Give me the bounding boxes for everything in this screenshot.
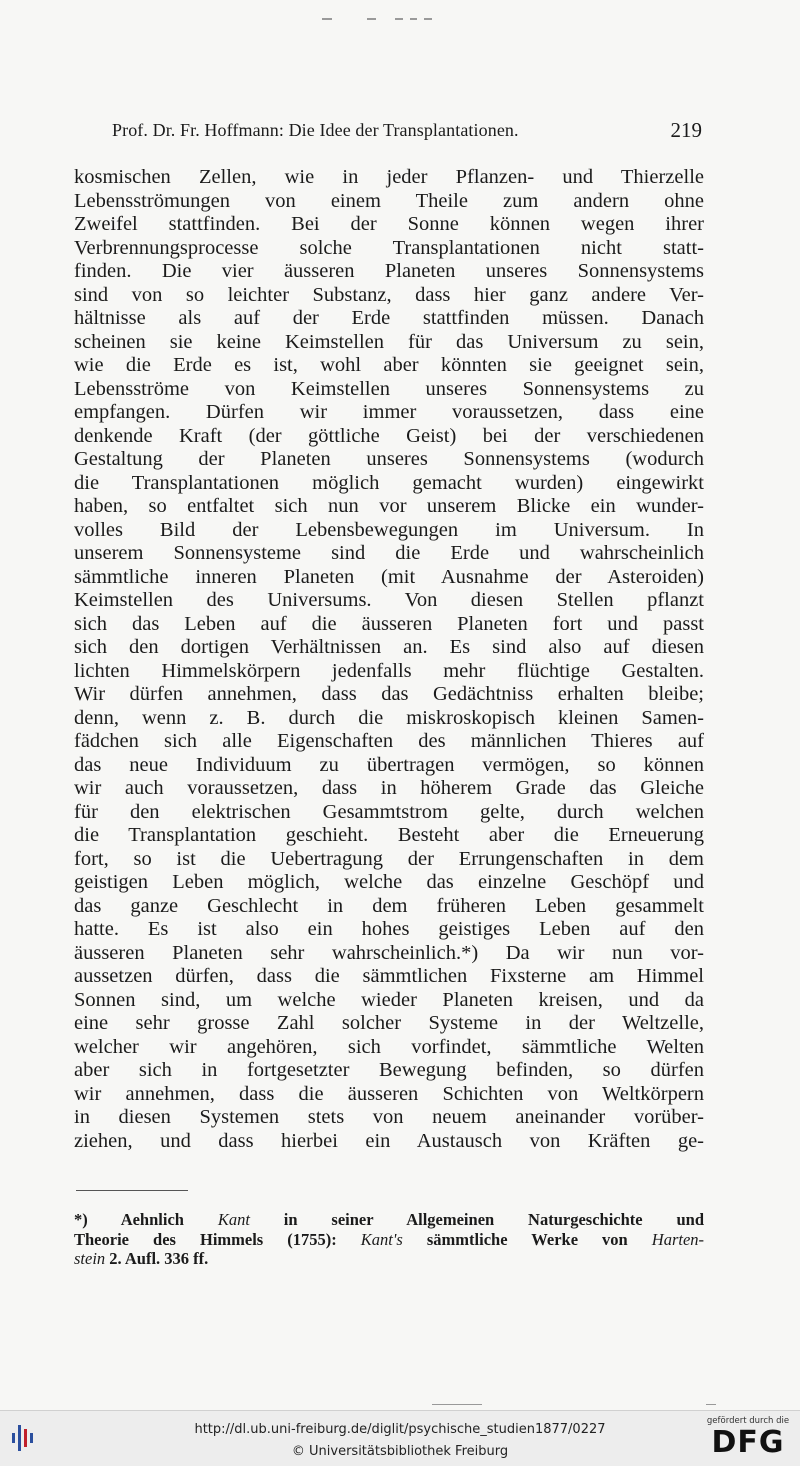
text-line: wie die Erde es ist, wohl aber könnten sie geeignet sein, <box>74 354 704 376</box>
text-line: aussetzen dürfen, dass die sämmtlichen Fixsterne am Himmel <box>74 965 704 987</box>
page-number: 219 <box>670 118 702 142</box>
text-line: für den elektrischen Gesammtstrom gelte, durch welchen <box>74 800 704 823</box>
text-line: welcher wir angehören, sich vorfindet, sämmtliche Welten <box>74 1035 704 1058</box>
text-line: empfangen. Dürfen wir immer voraussetzen, dass eine <box>74 401 704 423</box>
footnote-divider <box>76 1190 188 1191</box>
text-line: finden. Die vier äusseren Planeten unseres Sonnensystems <box>74 260 704 282</box>
footnote-line: stein 2. Aufl. 336 ff. <box>74 1249 209 1268</box>
footnote-line: Theorie des Himmels (1755): Kant's sämmtliche Werke von Harten- <box>74 1229 705 1249</box>
text-line: hältnisse als auf der Erde stattfinden müssen. Danach <box>74 307 704 329</box>
text-line: Verbrennungsprocesse solche Transplantationen nicht statt- <box>74 236 704 259</box>
text-line: fort, so ist die Uebertragung der Errungenschaften in dem <box>74 847 704 870</box>
text-line: fädchen sich alle Eigenschaften des männlichen Thieres auf <box>74 730 704 752</box>
text-line: sind von so leichter Substanz, dass hier ganz andere Ver- <box>74 283 704 306</box>
text-line: sämmtliche inneren Planeten (mit Ausnahme der Asteroiden) <box>74 565 704 588</box>
text-line: das ganze Geschlecht in dem früheren Leben gesammelt <box>74 894 704 917</box>
text-line: haben, so entfaltet sich nun vor unserem Blicke ein wunder- <box>74 495 704 517</box>
text-line: die Transplantation geschieht. Besteht aber die Erneuerung <box>74 824 704 846</box>
dfg-logo: DFG <box>711 1425 785 1460</box>
text-line: Gestaltung der Planeten unseres Sonnensystems (wodurch <box>74 448 704 470</box>
body-text <box>74 166 704 1153</box>
text-line: Wir dürfen annehmen, dass das Gedächtniss erhalten bleibe; <box>74 683 704 705</box>
text-line: die Transplantationen möglich gemacht wurden) eingewirkt <box>74 471 704 494</box>
running-head-title: Prof. Dr. Fr. Hoffmann: Die Idee der Transplantationen. <box>112 120 519 140</box>
text-line: unserem Sonnensysteme sind die Erde und wahrscheinlich <box>74 542 704 564</box>
footnote-line: *) Aehnlich Kant in seiner Allgemeinen Naturgeschichte und <box>74 1210 704 1229</box>
text-line: ziehen, und dass hierbei ein Austausch von Kräften ge- <box>74 1129 704 1152</box>
copyright-notice: © Universitätsbibliothek Freiburg <box>291 1444 509 1459</box>
text-line: wir auch voraussetzen, dass in höherem Grade das Gleiche <box>74 777 704 799</box>
text-line: hatte. Es ist also ein hohes geistiges Leben auf den <box>74 918 704 940</box>
text-line: äusseren Planeten sehr wahrscheinlich.*) Da wir nun vor- <box>74 941 704 964</box>
funding-note: gefördert durch die <box>706 1416 790 1426</box>
text-line: eine sehr grosse Zahl solcher Systeme in der Weltzelle, <box>74 1012 704 1034</box>
dfg-funding-badge[interactable] <box>704 1415 792 1463</box>
text-line: denn, wenn z. B. durch die miskroskopisch kleinen Samen- <box>74 706 704 729</box>
footnote <box>74 1210 704 1269</box>
text-line: wir annehmen, dass die äusseren Schichten von Weltkörpern <box>74 1082 704 1105</box>
text-line: Lebensströmungen von einem Theile zum andern ohne <box>74 189 704 212</box>
text-line: Sonnen sind, um welche wieder Planeten kreisen, und da <box>74 988 704 1011</box>
scan-edge-marks <box>0 10 800 30</box>
text-line: das neue Individuum zu übertragen vermögen, so können <box>74 753 704 776</box>
text-line: denkende Kraft (der göttliche Geist) bei der verschiedenen <box>74 424 704 447</box>
text-line: lichten Himmelskörpern jedenfalls mehr flüchtige Gestalten. <box>74 659 704 682</box>
text-line: Zweifel stattfinden. Bei der Sonne können wegen ihrer <box>74 213 704 235</box>
viewer-footer <box>0 1410 800 1466</box>
text-line: sich den dortigen Verhältnissen an. Es sind also auf diesen <box>74 636 704 658</box>
text-line: scheinen sie keine Keimstellen für das Universum zu sein, <box>74 330 704 353</box>
permalink-url[interactable]: http://dl.ub.uni-freiburg.de/diglit/psychische_studien1877/0227 <box>194 1422 606 1437</box>
running-head <box>112 116 702 144</box>
text-line: Keimstellen des Universums. Von diesen Stellen pflanzt <box>74 589 704 611</box>
text-line: geistigen Leben möglich, welche das einzelne Geschöpf und <box>74 871 704 893</box>
text-line: Lebensströme von Keimstellen unseres Sonnensystems zu <box>74 377 704 400</box>
text-line: sich das Leben auf die äusseren Planeten fort und passt <box>74 612 704 635</box>
text-line: in diesen Systemen stets von neuem aneinander vorüber- <box>74 1106 704 1128</box>
text-line: aber sich in fortgesetzter Bewegung befinden, so dürfen <box>74 1059 704 1081</box>
text-line: volles Bild der Lebensbewegungen im Universum. In <box>74 518 704 541</box>
text-line: kosmischen Zellen, wie in jeder Pflanzen- und Thierzelle <box>74 166 704 188</box>
